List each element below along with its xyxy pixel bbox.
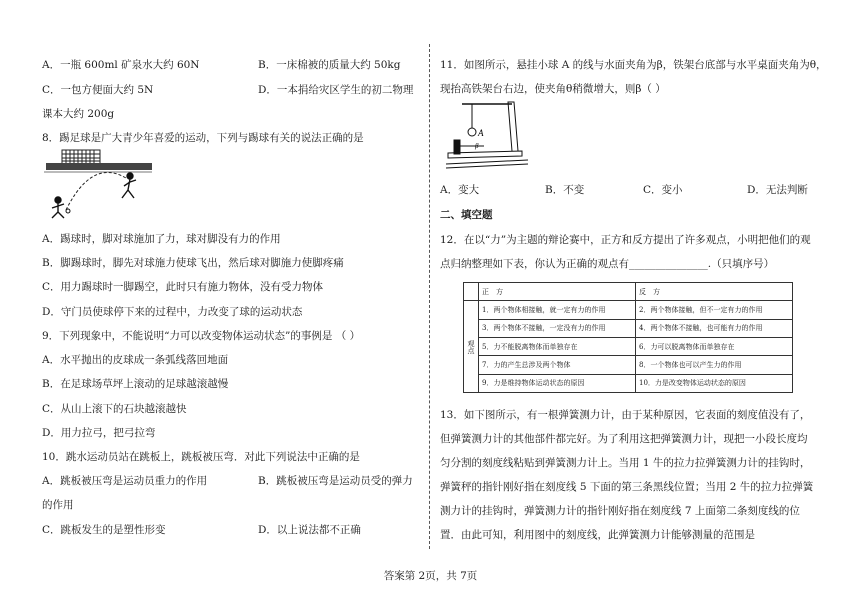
fig-label-beta: β — [475, 142, 479, 150]
q13-line2: 但弹簧测力计的其他部件都完好。为了利用这把弹簧测力计，现把一小段长度均 — [440, 433, 808, 445]
q11-option-a: A．变大 — [440, 184, 480, 196]
q7-option-a: A．一瓶 600ml 矿泉水大约 60N — [42, 59, 200, 71]
q7-option-b: B．一床棉被的质量大约 50kg — [258, 59, 401, 71]
debate-table — [463, 282, 793, 393]
iron-stand-figure — [442, 98, 532, 170]
q7-option-d-cont: 课本大约 200g — [42, 108, 115, 120]
q7-option-c: C．一包方便面大约 5N — [42, 84, 154, 96]
con-cell: 8．一个物体也可以产生力的作用 — [636, 356, 793, 374]
page-footer: 答案第 2页，共 7页 — [383, 570, 478, 582]
q13-line4: 弹簧秤的指针刚好指在刻度线 5 下面的第三条黑线位置；当用 2 牛的拉力拉弹簧 — [440, 481, 814, 493]
table-line — [446, 160, 528, 164]
q9-option-b: B．在足球场草坪上滚动的足球越滚越慢 — [42, 378, 229, 390]
table-row — [464, 337, 793, 355]
ball-a-icon — [468, 128, 476, 136]
soccer-figure — [44, 148, 152, 220]
q12-stem-line1: 12．在以“力”为主题的辩论赛中，正方和反方提出了许多观点，小明把他们的观 — [440, 234, 811, 246]
q8-option-d: D．守门员使球停下来的过程中，力改变了球的运动状态 — [42, 306, 303, 318]
q11-option-c: C．变小 — [643, 184, 683, 196]
section-heading-fill-blank: 二、填空题 — [440, 209, 493, 221]
pro-cell: 9．力是维持物体运动状态的原因 — [479, 374, 636, 392]
q9-option-d: D．用力拉弓，把弓拉弯 — [42, 427, 156, 439]
q10-option-b-cont: 的作用 — [42, 499, 74, 511]
q11-option-b: B．不变 — [545, 184, 585, 196]
q10-option-b: B．跳板被压弯是运动员受的弹力 — [258, 475, 413, 487]
q9-stem: 9．下列现象中，不能说明“力可以改变物体运动状态”的事例是 （ ） — [42, 330, 361, 342]
fig-label-a: A — [478, 128, 484, 138]
table-row — [464, 374, 793, 392]
q7-option-d: D．一本捐给灾区学生的初二物理 — [258, 84, 414, 96]
q11-stem-line2: 现抬高铁架台右边，使夹角θ稍微增大，则β（ ） — [440, 83, 666, 95]
q10-option-a: A．跳板被压弯是运动员重力的作用 — [42, 475, 208, 487]
water-vessel — [454, 140, 460, 154]
table-row — [464, 356, 793, 374]
q8-option-a: A．踢球时，脚对球施加了力，球对脚没有力的作用 — [42, 233, 281, 245]
q9-option-a: A．水平抛出的皮球成一条弧线落回地面 — [42, 354, 229, 366]
q13-line5: 测力计的挂钩时，弹簧测力计的指针刚好指在刻度线 7 上面第二条刻度线的位 — [440, 505, 800, 517]
pro-cell: 5．力不能脱离物体而单独存在 — [479, 337, 636, 355]
q13-line3: 匀分割的刻度线粘贴到弹簧测力计上。当用 1 牛的拉力拉弹簧测力计的挂钩时， — [440, 457, 811, 469]
row-head-viewpoint: 观点 — [464, 301, 479, 393]
column-divider — [429, 44, 430, 549]
header-con: 反 方 — [636, 283, 793, 301]
field-edge — [46, 163, 152, 170]
pro-cell: 1．两个物体相接触，就一定有力的作用 — [479, 301, 636, 319]
con-cell: 4．两个物体不接触，也可能有力的作用 — [636, 319, 793, 337]
header-pro: 正 方 — [479, 283, 636, 301]
q8-option-c: C．用力踢球时一脚踢空，此时只有施力物体，没有受力物体 — [42, 281, 324, 293]
q11-stem-line1: 11．如图所示，悬挂小球 A 的线与水面夹角为β，铁架台底部与水平桌面夹角为θ， — [440, 59, 827, 71]
ball-icon — [66, 209, 70, 213]
q8-option-b: B．脚踢球时，脚先对球施力使球飞出，然后球对脚施力使脚疼痛 — [42, 257, 344, 269]
table-header-row — [464, 283, 793, 301]
con-cell: 2．两个物体接触，但不一定有力的作用 — [636, 301, 793, 319]
stand-pole — [508, 102, 518, 151]
q11-option-d: D．无法判断 — [747, 184, 808, 196]
con-cell: 6．力可以脱离物体而单独存在 — [636, 337, 793, 355]
q10-stem: 10．跳水运动员站在跳板上，跳板被压弯．对此下列说法中正确的是 — [42, 451, 360, 463]
q13-line6: 置．由此可知，利用图中的刻度线，此弹簧测力计能够测量的范围是 — [440, 529, 755, 541]
q9-option-c: C．从山上滚下的石块越滚越快 — [42, 403, 187, 415]
q13-line1: 13．如下图所示，有一根弹簧测力计，由于某种原因，它表面的刻度值没有了， — [440, 409, 811, 421]
q8-stem: 8．踢足球是广大青少年喜爱的运动，下列与踢球有关的说法正确的是 — [42, 132, 364, 144]
q10-option-c: C．跳板发生的是塑性形变 — [42, 524, 166, 536]
q10-option-d: D．以上说法都不正确 — [258, 524, 361, 536]
table-row — [464, 319, 793, 337]
con-cell: 10．力是改变物体运动状态的原因 — [636, 374, 793, 392]
pro-cell: 3．两个物体不接触，一定没有力的作用 — [479, 319, 636, 337]
q12-stem-line2: 点归纳整理如下表，你认为正确的观点有_______________.（只填序号） — [440, 258, 775, 270]
pro-cell: 7．力的产生总涉及两个物体 — [479, 356, 636, 374]
table-row — [464, 301, 793, 319]
